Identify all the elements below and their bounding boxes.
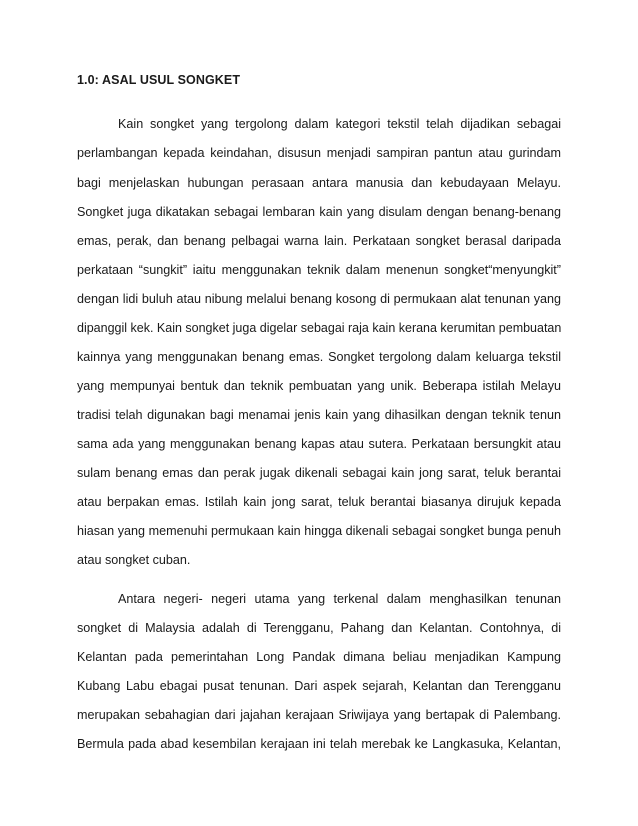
paragraph-1-line-12: sama ada yang menggunakan benang kapas atau sutera. Perkataan bersungkit atau — [77, 437, 561, 451]
paragraph-1-line-5: emas, perak, dan benang pelbagai warna lain. Perkataan songket berasal daripada — [77, 234, 561, 248]
paragraph-1-line-1: Kain songket yang tergolong dalam kategori tekstil telah dijadikan sebagai — [118, 117, 561, 131]
paragraph-1-line-15: hiasan yang memenuhi permukaan kain hingga dikenali sebagai songket bunga penuh — [77, 524, 561, 538]
paragraph-2-line-1: Antara negeri- negeri utama yang terkenal dalam menghasilkan tenunan — [118, 592, 561, 606]
paragraph-1-line-2: perlambangan kepada keindahan, disusun menjadi sampiran pantun atau gurindam — [77, 146, 561, 160]
paragraph-2-line-2: songket di Malaysia adalah di Terengganu, Pahang dan Kelantan. Contohnya, di — [77, 621, 561, 635]
paragraph-2-line-6: Bermula pada abad kesembilan kerajaan ini telah merebak ke Langkasuka, Kelantan, — [77, 737, 561, 751]
paragraph-1-line-7: dengan lidi buluh atau nibung melalui benang kosong di permukaan alat tenunan yang — [77, 292, 561, 306]
paragraph-1-line-11: tradisi telah digunakan bagi menamai jenis kain yang dihasilkan dengan teknik tenun — [77, 408, 561, 422]
paragraph-2-line-4: Kubang Labu ebagai pusat tenunan. Dari aspek sejarah, Kelantan dan Terengganu — [77, 679, 561, 693]
section-heading: 1.0: ASAL USUL SONGKET — [77, 73, 241, 87]
paragraph-1-line-14: atau berpakan emas. Istilah kain jong sarat, teluk berantai biasanya dirujuk kepada — [77, 495, 561, 509]
paragraph-1-line-13: sulam benang emas dan perak jugak dikenali sebagai kain jong sarat, teluk berantai — [77, 466, 561, 480]
paragraph-1-line-16: atau songket cuban. — [77, 553, 191, 567]
paragraph-1-line-8: dipanggil kek. Kain songket juga digelar sebagai raja kain kerana kerumitan pembuatan — [77, 321, 562, 335]
paragraph-2-line-5: merupakan sebahagian dari jajahan kerajaan Sriwijaya yang bertapak di Palembang. — [77, 708, 561, 722]
paragraph-1-line-9: kainnya yang menggunakan benang emas. Songket tergolong dalam keluarga tekstil — [77, 350, 561, 364]
paragraph-1-line-4: Songket juga dikatakan sebagai lembaran kain yang disulam dengan benang-benang — [77, 205, 561, 219]
paragraph-2-line-3: Kelantan pada pemerintahan Long Pandak dimana beliau menjadikan Kampung — [77, 650, 561, 664]
paragraph-1-line-3: bagi menjelaskan hubungan perasaan antara manusia dan kebudayaan Melayu. — [77, 176, 561, 190]
paragraph-1-line-10: yang mempunyai bentuk dan teknik pembuatan yang unik. Beberapa istilah Melayu — [77, 379, 561, 393]
paragraph-1-line-6: perkataan “sungkit” iaitu menggunakan teknik dalam menenun songket“menyungkit” — [77, 263, 561, 277]
